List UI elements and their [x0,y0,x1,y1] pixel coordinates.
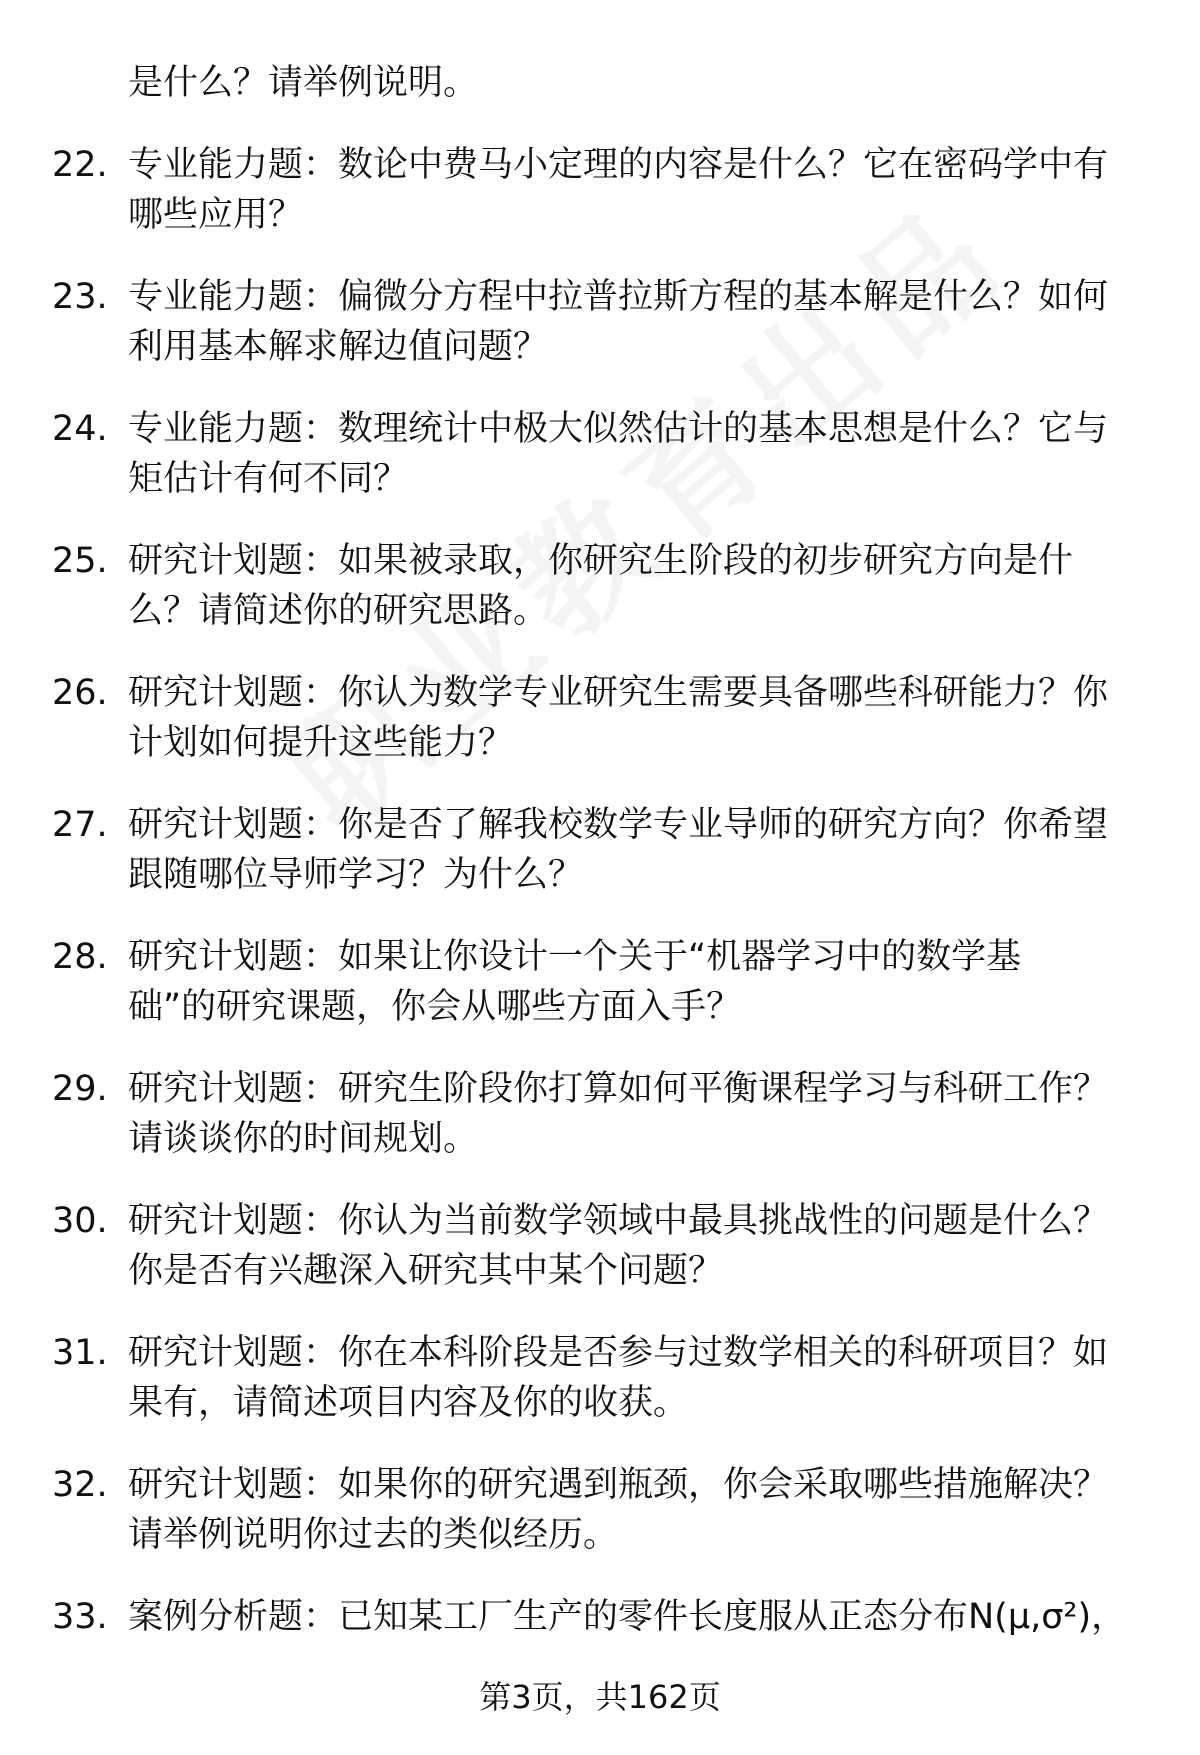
question-line: 研究计划题：如果让你设计一个关于“机器学习中的数学基 [128,937,1022,977]
question-text [128,1592,1148,1642]
question-text [128,800,1148,900]
question-item [0,1196,1200,1328]
question-text [128,140,1148,240]
question-text [128,1196,1148,1296]
question-number: 29. [52,1069,108,1109]
question-text [128,1064,1148,1164]
question-line: 么？请简述你的研究思路。 [128,591,549,631]
question-item [0,668,1200,800]
question-line: 跟随哪位导师学习？为什么？ [128,855,584,895]
question-item [0,932,1200,1064]
question-number: 30. [52,1201,108,1241]
question-text [128,668,1148,768]
question-number: 26. [52,673,108,713]
question-item [0,800,1200,932]
continuation-text: 是什么？请举例说明。 [128,63,479,103]
question-line: 计划如何提升这些能力？ [128,723,514,763]
question-line: 专业能力题：数论中费马小定理的内容是什么？它在密码学中有 [128,145,1109,185]
question-item [0,272,1200,404]
question-line: 研究计划题：如果被录取，你研究生阶段的初步研究方向是什 [128,541,1074,581]
question-item [0,1460,1200,1592]
question-list [0,140,1200,1724]
question-number: 31. [52,1333,108,1373]
question-number: 32. [52,1465,108,1505]
question-item [0,1064,1200,1196]
question-line: 研究计划题：研究生阶段你打算如何平衡课程学习与科研工作？ [128,1069,1109,1109]
question-number: 23. [52,277,108,317]
question-text [128,932,1148,1032]
question-number: 22. [52,145,108,185]
page-footer: 第3页，共162页 [479,1678,721,1716]
question-number: 24. [52,409,108,449]
question-line: 矩估计有何不同？ [128,459,409,499]
question-number: 33. [52,1597,108,1637]
question-text [128,272,1148,372]
question-item [0,140,1200,272]
question-line: 研究计划题：如果你的研究遇到瓶颈，你会采取哪些措施解决？ [128,1465,1109,1505]
question-line: 请谈谈你的时间规划。 [128,1119,479,1159]
question-line: 你是否有兴趣深入研究其中某个问题？ [128,1251,724,1291]
question-line: 研究计划题：你在本科阶段是否参与过数学相关的科研项目？如 [128,1333,1109,1373]
question-text [128,1328,1148,1428]
question-line: 研究计划题：你认为当前数学领域中最具挑战性的问题是什么？ [128,1201,1109,1241]
question-item [0,404,1200,536]
question-item [0,1328,1200,1460]
question-line: 果有，请简述项目内容及你的收获。 [128,1383,689,1423]
question-line: 请举例说明你过去的类似经历。 [128,1515,619,1555]
question-text [128,1460,1148,1560]
question-line: 哪些应用？ [128,195,304,235]
question-line: 研究计划题：你认为数学专业研究生需要具备哪些科研能力？你 [128,673,1109,713]
question-number: 25. [52,541,108,581]
question-item [0,536,1200,668]
question-line: 案例分析题：已知某工厂生产的零件长度服从正态分布N(μ,σ²)， [128,1597,1127,1637]
question-text [128,404,1148,504]
question-line: 础”的研究课题，你会从哪些方面入手？ [128,987,742,1027]
question-line: 利用基本解求解边值问题？ [128,327,549,367]
question-line: 专业能力题：数理统计中极大似然估计的基本思想是什么？它与 [128,409,1109,449]
question-number: 28. [52,937,108,977]
question-line: 研究计划题：你是否了解我校数学专业导师的研究方向？你希望 [128,805,1109,845]
question-line: 专业能力题：偏微分方程中拉普拉斯方程的基本解是什么？如何 [128,277,1109,317]
question-number: 27. [52,805,108,845]
question-text [128,536,1148,636]
